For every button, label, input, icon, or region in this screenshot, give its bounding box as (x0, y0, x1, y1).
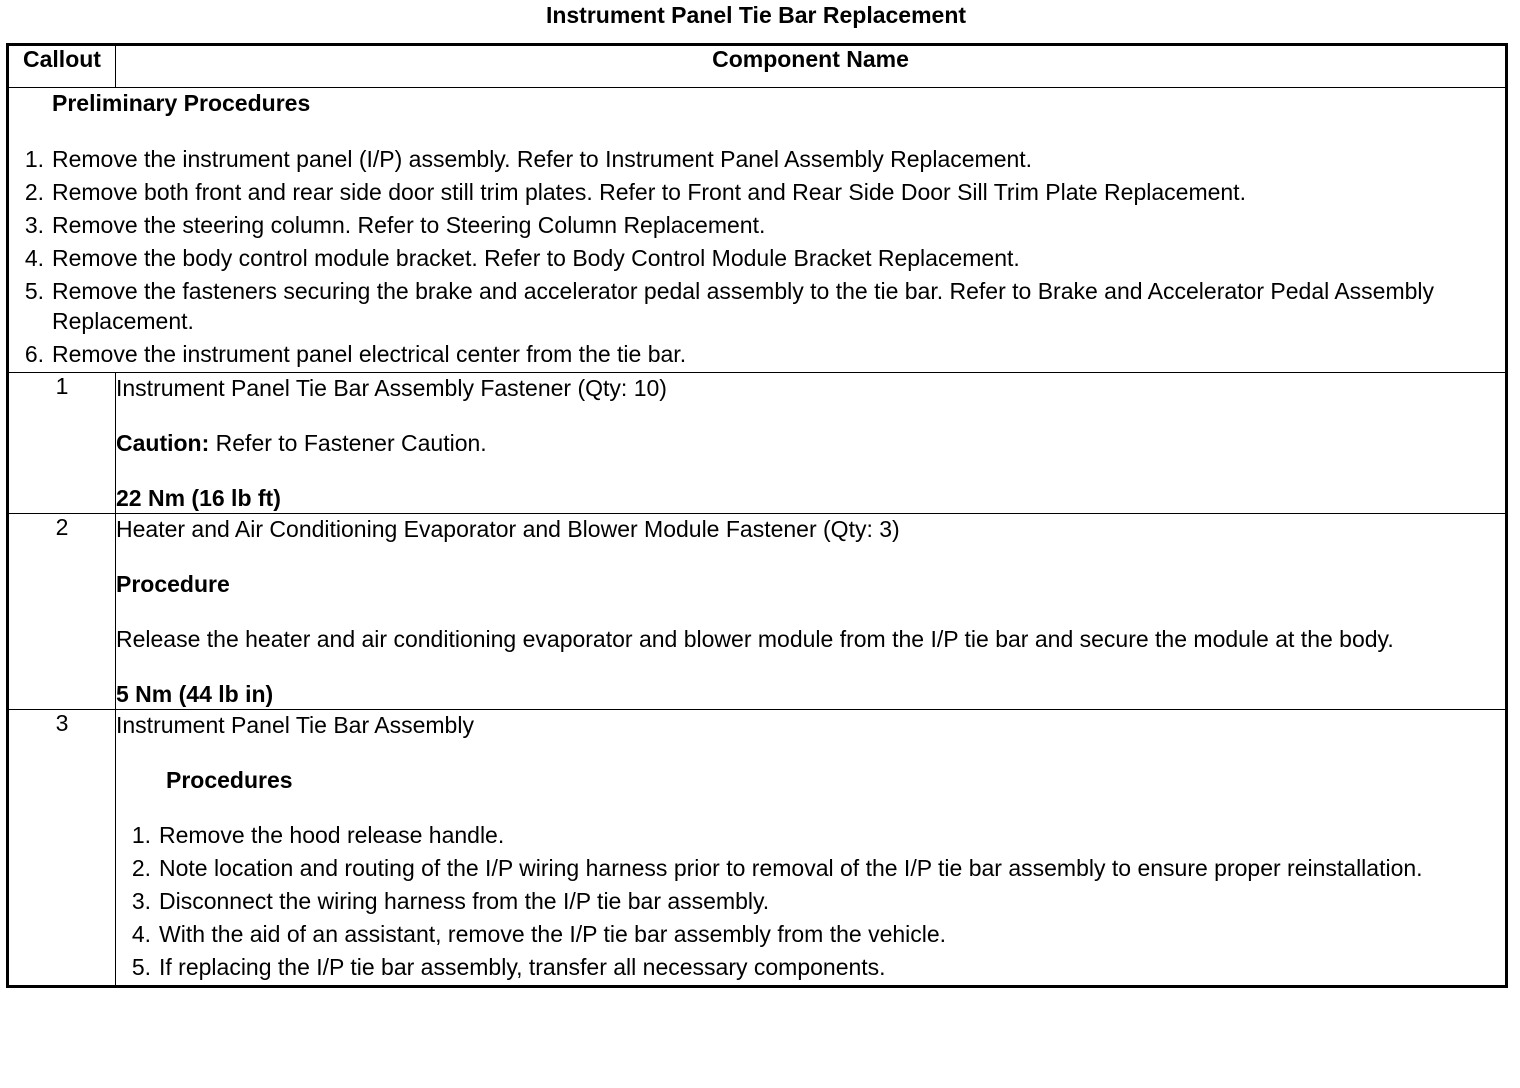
step-text: Remove the hood release handle. (159, 822, 505, 848)
step-text: With the aid of an assistant, remove the I/P tie bar assembly from the vehicle. (159, 921, 947, 947)
component-detail (116, 514, 1507, 710)
list-item (116, 853, 1505, 883)
preliminary-cell (8, 88, 1507, 373)
list-item (116, 820, 1505, 850)
header-callout: Callout (8, 45, 116, 88)
step-text: Remove the body control module bracket. Refer to Body Control Module Bracket Replacement. (52, 245, 1020, 271)
step-text: Remove the instrument panel (I/P) assembly. Refer to Instrument Panel Assembly Replacement. (52, 146, 1033, 172)
step-number: 3. (131, 888, 151, 914)
procedure-label: Procedure (116, 571, 230, 597)
component-detail (116, 373, 1507, 514)
component-name: Instrument Panel Tie Bar Assembly (116, 712, 474, 738)
torque-spec: 22 Nm (16 lb ft) (116, 485, 281, 511)
step-number: 6. (24, 341, 44, 367)
callout-number: 2 (8, 514, 116, 710)
step-text: Remove the instrument panel electrical center from the tie bar. (52, 341, 687, 367)
callout-number: 3 (8, 710, 116, 987)
document-title: Instrument Panel Tie Bar Replacement (545, 2, 967, 28)
step-number: 4. (24, 245, 44, 271)
procedure-steps (116, 820, 1505, 982)
table-row (8, 710, 1507, 987)
list-item (9, 243, 1505, 273)
list-item (9, 177, 1505, 207)
list-item (116, 919, 1505, 949)
table-row (8, 514, 1507, 710)
procedure-text: Release the heater and air conditioning evaporator and blower module from the I/P tie bar and secure the module at the body. (116, 626, 1394, 652)
step-number: 3. (24, 212, 44, 238)
table-row (8, 373, 1507, 514)
preliminary-heading: Preliminary Procedures (52, 90, 311, 116)
component-name: Heater and Air Conditioning Evaporator and Blower Module Fastener (Qty: 3) (116, 516, 900, 542)
step-text: Disconnect the wiring harness from the I/P tie bar assembly. (159, 888, 770, 914)
preliminary-row (8, 88, 1507, 373)
step-text: Remove both front and rear side door still trim plates. Refer to Front and Rear Side Door Sill Trim Plate Replacement. (52, 179, 1246, 205)
component-detail (116, 710, 1507, 987)
step-number: 2. (131, 855, 151, 881)
step-text: Remove the steering column. Refer to Steering Column Replacement. (52, 212, 766, 238)
caution-line (116, 428, 1505, 458)
step-text: If replacing the I/P tie bar assembly, transfer all necessary components. (159, 954, 886, 980)
step-number: 2. (24, 179, 44, 205)
callout-number: 1 (8, 373, 116, 514)
table-header-row (8, 45, 1507, 88)
component-name: Instrument Panel Tie Bar Assembly Fastener (Qty: 10) (116, 375, 667, 401)
preliminary-steps (9, 144, 1505, 369)
header-component-name: Component Name (116, 45, 1507, 88)
torque-spec: 5 Nm (44 lb in) (116, 681, 274, 707)
caution-text: Refer to Fastener Caution. (209, 430, 487, 456)
list-item (9, 144, 1505, 174)
list-item (9, 276, 1505, 336)
list-item (116, 952, 1505, 982)
step-text: Remove the fasteners securing the brake and accelerator pedal assembly to the tie bar. Refer to Brake and Accelerator Pedal Assembly Replacement. (52, 278, 1435, 334)
step-number: 4. (131, 921, 151, 947)
step-text: Note location and routing of the I/P wiring harness prior to removal of the I/P tie bar assembly to ensure proper reinstallation. (159, 855, 1423, 881)
step-number: 5. (24, 278, 44, 304)
list-item (9, 210, 1505, 240)
caution-label: Caution: (116, 430, 210, 456)
step-number: 1. (131, 822, 151, 848)
procedure-table (6, 43, 1508, 988)
step-number: 5. (131, 954, 151, 980)
list-item (9, 339, 1505, 369)
step-number: 1. (24, 146, 44, 172)
procedures-label: Procedures (166, 767, 293, 793)
list-item (116, 886, 1505, 916)
